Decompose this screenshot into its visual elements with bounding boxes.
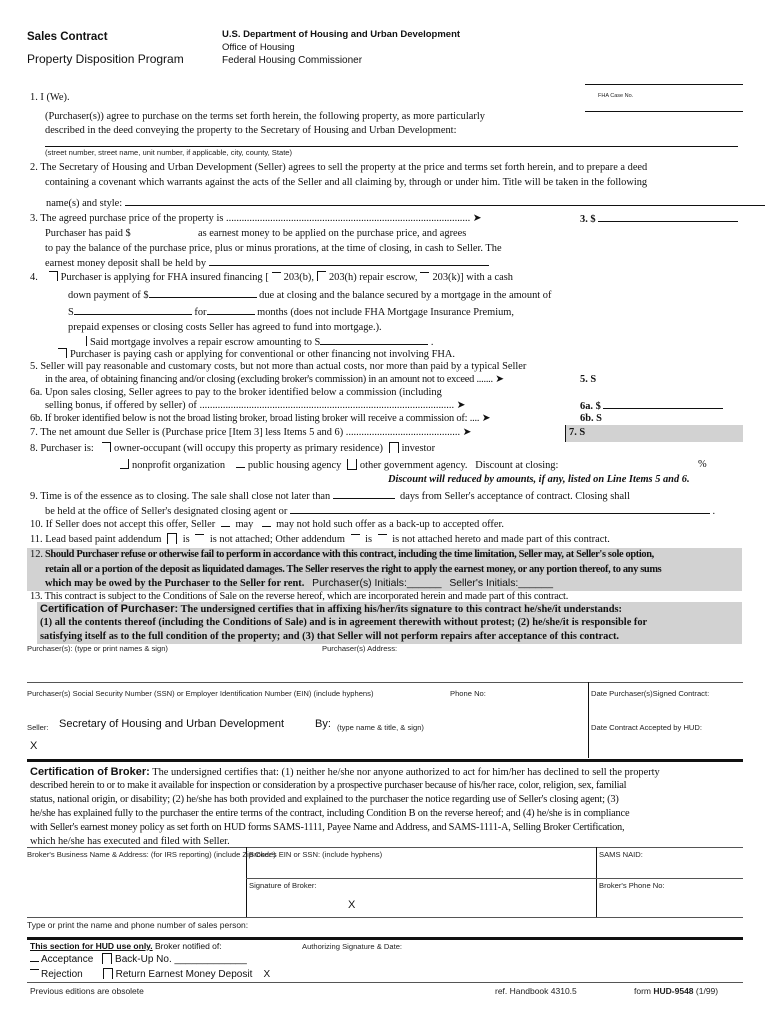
item-1-text: (Purchaser(s)) agree to purchase on the terms set forth herein, the following property, as more particularly (45, 111, 485, 122)
public-housing-checkbox[interactable] (236, 459, 245, 468)
hud-section-row (30, 940, 222, 952)
item-7-text: 7. The net amount due Seller is (Purchase price [Item 3] less Items 5 and 6) ............................................ ➤ (30, 427, 472, 438)
other-addendum-not-checkbox[interactable] (378, 534, 387, 543)
seller-signature-field[interactable]: X (30, 740, 38, 752)
repair-escrow-field[interactable] (320, 336, 428, 345)
item-1-text-2: described in the deed conveying the property to the Secretary of Housing and Urban Development: (45, 125, 457, 136)
government-agency-label: other government agency. (359, 460, 468, 471)
item-4-number: 4. (30, 272, 38, 283)
hud-section-title: This section for HUD use only. (30, 941, 153, 951)
item-1-label: 1. I (We). (30, 92, 70, 103)
cert-purchaser-text-3: satisfying itself as to the full condition of the property; and (3) that Seller will not perform repairs after acceptance of this contract. (40, 631, 620, 642)
seller-name: Secretary of Housing and Urban Development (59, 718, 285, 730)
item-11-row (30, 533, 610, 546)
closing-costs-field[interactable]: 5. S (580, 374, 597, 385)
203h-checkbox[interactable] (317, 271, 326, 281)
acceptance-label: Acceptance (41, 954, 94, 965)
purchaser-type-label: 8. Purchaser is: (30, 443, 94, 454)
item-10-text: 10. If Seller does not accept this offer, Seller (30, 519, 216, 530)
down-payment-label: down payment of $ (68, 290, 149, 301)
cert-purchaser-row (40, 603, 622, 616)
acceptance-row (30, 953, 247, 966)
divider (27, 682, 743, 683)
203b-label: 203(b), (283, 272, 314, 283)
cert-purchaser-text-2: (1) all the contents thereof (including the Conditions of Sale) and is in agreement therewith without protest; (2) he/she/it is responsible for (40, 617, 648, 628)
authorizing-signature-label: Authorizing Signature & Date: (302, 942, 403, 951)
mortgage-row (68, 306, 514, 319)
broker-cert-text-5: with Seller's earnest money policy as set forth on HUD forms SAMS-1111, Payee Name and Address, and SAMS-1111-A, Selling Broker Certification, (30, 822, 625, 833)
fha-financing-label: Purchaser is applying for FHA insured financing [ (60, 272, 269, 283)
rejection-label: Rejection (41, 969, 83, 980)
nonprofit-label: nonprofit organization (132, 460, 226, 471)
may-label: may (235, 519, 254, 530)
cash-financing-label: Purchaser is paying cash or applying for conventional or other financing not involving FHA. (70, 349, 455, 360)
divider (27, 917, 743, 918)
sales-person-label: Type or print the name and phone number of sales person: (27, 920, 249, 930)
for-label: for (194, 307, 207, 318)
not-attached-label-2: is not attached hereto and made part of this contract. (392, 534, 610, 545)
case-number-label: FHA Case No. (598, 93, 634, 99)
divider (246, 878, 743, 879)
divider (588, 682, 589, 758)
may-hold-checkbox[interactable] (221, 518, 230, 527)
item-12-row-3 (45, 578, 553, 590)
may-not-hold-checkbox[interactable] (262, 518, 271, 527)
closing-agent-row: be held at the office of Seller's designated closing agent or . (45, 506, 716, 517)
mortgage-amount-text: due at closing and the balance secured by a mortgage in the amount of (259, 290, 552, 301)
mortgage-amount-field[interactable] (74, 306, 192, 315)
broker-cert-title: Certification of Broker: (30, 766, 150, 778)
deposit-holder-label: earnest money deposit shall be held by (45, 258, 207, 269)
phone-label: Phone No: (450, 689, 486, 698)
item-6b-text: 6b. If broker identified below is not the broad listing broker, broad listing broker will receive a commission of: .... ➤ (30, 413, 491, 424)
item-12-number: 12. (30, 549, 43, 560)
203b-checkbox[interactable] (272, 272, 281, 281)
203k-label: 203(k)] with a cash (432, 272, 513, 283)
form-subtitle: Property Disposition Program (27, 52, 184, 66)
broker-signature-label: Signature of Broker: (249, 881, 317, 890)
not-attached-label: is not attached; Other addendum (209, 534, 345, 545)
owner-occupant-checkbox[interactable] (102, 442, 111, 452)
item-12-text-3: which may be owed by the Purchaser to the Seller for rent. (45, 578, 305, 589)
divider (596, 847, 597, 917)
lead-paint-label: 11. Lead based paint addendum (30, 534, 162, 545)
broker-phone-label: Broker's Phone No: (599, 881, 665, 890)
date-accepted-label: Date Contract Accepted by HUD: (591, 723, 703, 732)
broker-cert-row (30, 766, 660, 779)
item-10-row (30, 518, 504, 531)
form-title: Sales Contract (27, 31, 108, 43)
by-note: (type name & title, & sign) (337, 723, 424, 732)
months-field[interactable] (207, 306, 255, 315)
deposit-holder-field[interactable] (209, 257, 489, 266)
item-8-row-2 (120, 459, 558, 472)
item-6a-text: 6a. Upon sales closing, Seller agrees to pay to the broker identified below a commission (including (30, 387, 442, 398)
commission-field[interactable] (603, 400, 723, 409)
purchaser-address-label: Purchaser(s) Address: (322, 644, 398, 653)
discount-label: Discount at closing: (475, 460, 559, 471)
rejection-row (30, 968, 270, 981)
public-housing-label: public housing agency (247, 460, 342, 471)
investor-label: investor (401, 443, 436, 454)
item-9-text-2: days from Seller's acceptance of contract. Closing shall (400, 491, 630, 502)
commissioner: Federal Housing Commissioner (222, 55, 363, 66)
mortgage-dollar: S (68, 307, 74, 318)
form-id: HUD-9548 (653, 986, 694, 996)
203k-checkbox[interactable] (420, 272, 429, 281)
hud-signature-field[interactable]: X (263, 969, 271, 980)
divider (27, 982, 743, 983)
earnest-money-text: as earnest money to be applied on the purchase price, and agrees (198, 228, 467, 239)
return-deposit-label: Return Earnest Money Deposit (115, 969, 253, 980)
divider (27, 759, 743, 762)
cash-financing-checkbox[interactable] (58, 348, 67, 358)
office-name: Office of Housing (222, 42, 295, 53)
form-date: (1/99) (695, 986, 719, 996)
is-label: is (182, 534, 190, 545)
purchasers-label: Purchaser(s): (type or print names & sign) (27, 644, 168, 653)
discount-percent[interactable]: % (698, 459, 707, 470)
nonprofit-checkbox[interactable] (120, 459, 129, 469)
handbook-ref: ref. Handbook 4310.5 (495, 986, 577, 996)
purchase-price-label: 3. $ (580, 214, 596, 225)
broker-cert-text-3: status, national origin, or disability; (2) he/she has both provided and explained to the purchaser the notice regarding use of Seller's closing agent; (3) (30, 794, 619, 805)
lead-paint-not-checkbox[interactable] (195, 534, 204, 543)
cert-purchaser-text: The undersigned certifies that in affixing his/her/its signature to this contract he/she/it understands: (180, 604, 622, 615)
203h-label: 203(h) repair escrow, (328, 272, 418, 283)
obsolete-notice: Previous editions are obsolete (30, 986, 144, 996)
form-number (634, 985, 718, 997)
backup-checkbox[interactable] (102, 953, 112, 964)
months-text: months (does not include FHA Mortgage Insurance Premium, (257, 307, 514, 318)
backup-label: Back-Up No. _____________ (115, 954, 247, 965)
down-payment-row (68, 289, 551, 302)
return-deposit-checkbox[interactable] (103, 968, 113, 979)
investor-checkbox[interactable] (389, 442, 399, 453)
item-2-text-2: containing a covenant which warrants against the acts of the Seller and all claiming by, through or under him. Title will be taken in the following (45, 177, 648, 188)
broker-cert-text: The undersigned certifies that: (1) neither he/she nor anyone authorized to act for him/her has declined to sell the property (152, 767, 660, 778)
other-addendum-is-checkbox[interactable] (351, 534, 360, 543)
broker-ein-label: Broker's EIN or SSN: (include hyphens) (249, 850, 383, 859)
address-caption: (street number, street name, unit number, if applicable, city, county, State) (45, 148, 293, 157)
commission-row (580, 400, 723, 413)
closing-agent-field[interactable] (290, 505, 710, 514)
government-agency-checkbox[interactable] (347, 459, 357, 470)
purchaser-initials-field[interactable]: Purchaser(s) Initials:______ (312, 578, 442, 589)
item-8-row (30, 442, 435, 455)
repair-escrow-checkbox[interactable] (78, 336, 87, 346)
item-13-text: 13. This contract is subject to the Conditions of Sale on the reverse hereof, which are incorporated herein and made part of this contract. (30, 591, 569, 602)
case-number-field[interactable] (585, 84, 743, 85)
title-name-text: name(s) and style: (46, 198, 123, 209)
repair-escrow-label: Said mortgage involves a repair escrow amounting to S (90, 337, 321, 348)
sams-naid-label: SAMS NAID: (599, 850, 643, 859)
broker-notified-label: Broker notified of: (155, 941, 222, 951)
repair-escrow-row: Said mortgage involves a repair escrow amounting to S . (78, 336, 433, 349)
deposit-holder-row (45, 257, 489, 270)
title-name-field[interactable] (125, 197, 765, 206)
net-amount-field[interactable]: 7. S (569, 427, 586, 438)
down-payment-field[interactable] (149, 289, 257, 298)
lead-paint-is-checkbox[interactable] (167, 533, 177, 544)
net-amount-box (565, 425, 743, 442)
item-4-row (30, 271, 513, 284)
purchase-price-field[interactable] (598, 213, 738, 222)
item-5-text: 5. Seller will pay reasonable and customary costs, but not more than actual costs, nor more than paid by a typical Seller (30, 361, 527, 372)
item-12-text-2: retain all or a portion of the deposit as liquidated damages. The Seller reserves the right to apply the earnest money, or any portion thereof, to any sums (45, 564, 662, 575)
fha-financing-checkbox[interactable] (49, 271, 58, 281)
ssn-label: Purchaser(s) Social Security Number (SSN) or Employer Identification Number (EIN) (include hyphens) (27, 689, 374, 698)
rejection-checkbox[interactable] (30, 969, 39, 978)
commission-label: 6a. $ (580, 401, 601, 412)
item-9-text: 9. Time is of the essence as to closing. The sale shall close not later than (30, 491, 331, 502)
by-label: By: (315, 718, 331, 730)
broker-cert-text-2: described herein to or to make it available for inspection or consideration by a prospective purchaser because of his/her race, color, religion, sex, familial (30, 780, 627, 791)
item-6a-text-2: selling bonus, if offered by seller) of .................................................................................................. ➤ (45, 400, 466, 411)
agency-name: U.S. Department of Housing and Urban Development (222, 29, 461, 40)
item-3-text: 3. The agreed purchase price of the property is .............................................................................................. ➤ (30, 213, 482, 224)
acceptance-checkbox[interactable] (30, 953, 39, 962)
broker-cert-text-6: which he/she has executed and filed with Seller. (30, 836, 230, 847)
seller-label: Seller: (27, 723, 49, 732)
prepaid-text: prepaid expenses or closing costs Seller has agreed to fund into mortgage.). (68, 322, 382, 333)
purchaser-name-field[interactable] (585, 111, 743, 112)
item-3-text-3: to pay the balance of the purchase price, plus or minus prorations, at the time of closing, in cash to Seller. The (45, 243, 502, 254)
item-2-text: 2. The Secretary of Housing and Urban Development (Seller) agrees to sell the property at the price and terms set forth herein, and to prepare a deed (30, 162, 648, 173)
divider (27, 847, 743, 848)
owner-occupant-label: owner-occupant (will occupy this property as primary residence) (113, 443, 383, 454)
discount-note: Discount will reduced by amounts, if any, listed on Line Items 5 and 6. (388, 474, 690, 485)
is-label-2: is (365, 534, 373, 545)
listing-commission-field[interactable]: 6b. S (580, 413, 602, 424)
broker-signature-field[interactable]: X (348, 899, 356, 911)
form-prefix: form (634, 986, 651, 996)
seller-initials-field[interactable]: Seller's Initials:______ (449, 578, 553, 589)
earnest-paid-label: Purchaser has paid $ (45, 228, 131, 239)
broker-business-label: Broker's Business Name & Address: (for IRS reporting) (include Zip Code) (27, 850, 276, 859)
title-name-label (46, 197, 765, 210)
cert-purchaser-title: Certification of Purchaser: (40, 603, 179, 615)
item-5-text-2: in the area, of obtaining financing and/or closing (excluding broker's commission) in an amount not to exceed ....... ➤ (45, 374, 504, 385)
broker-cert-text-4: he/she has explained fully to the purchaser the entire terms of the contract, including Condition B on the reverse hereof; and (4) he/she is in compliance (30, 808, 630, 819)
cash-financing-row (58, 348, 455, 361)
may-not-label: may not hold such offer as a back-up to accepted offer. (276, 519, 504, 530)
item-12-text: Should Purchaser refuse or otherwise fail to perform in accordance with this contract, including the time limitation, Seller may, at Seller's sole option, (45, 549, 654, 560)
date-signed-label: Date Purchaser(s)Signed Contract: (591, 689, 710, 698)
closing-agent-label: be held at the office of Seller's designated closing agent or (45, 506, 288, 517)
closing-days-field[interactable] (333, 490, 395, 499)
item-9-row (30, 490, 630, 503)
purchase-price-row (580, 213, 738, 226)
